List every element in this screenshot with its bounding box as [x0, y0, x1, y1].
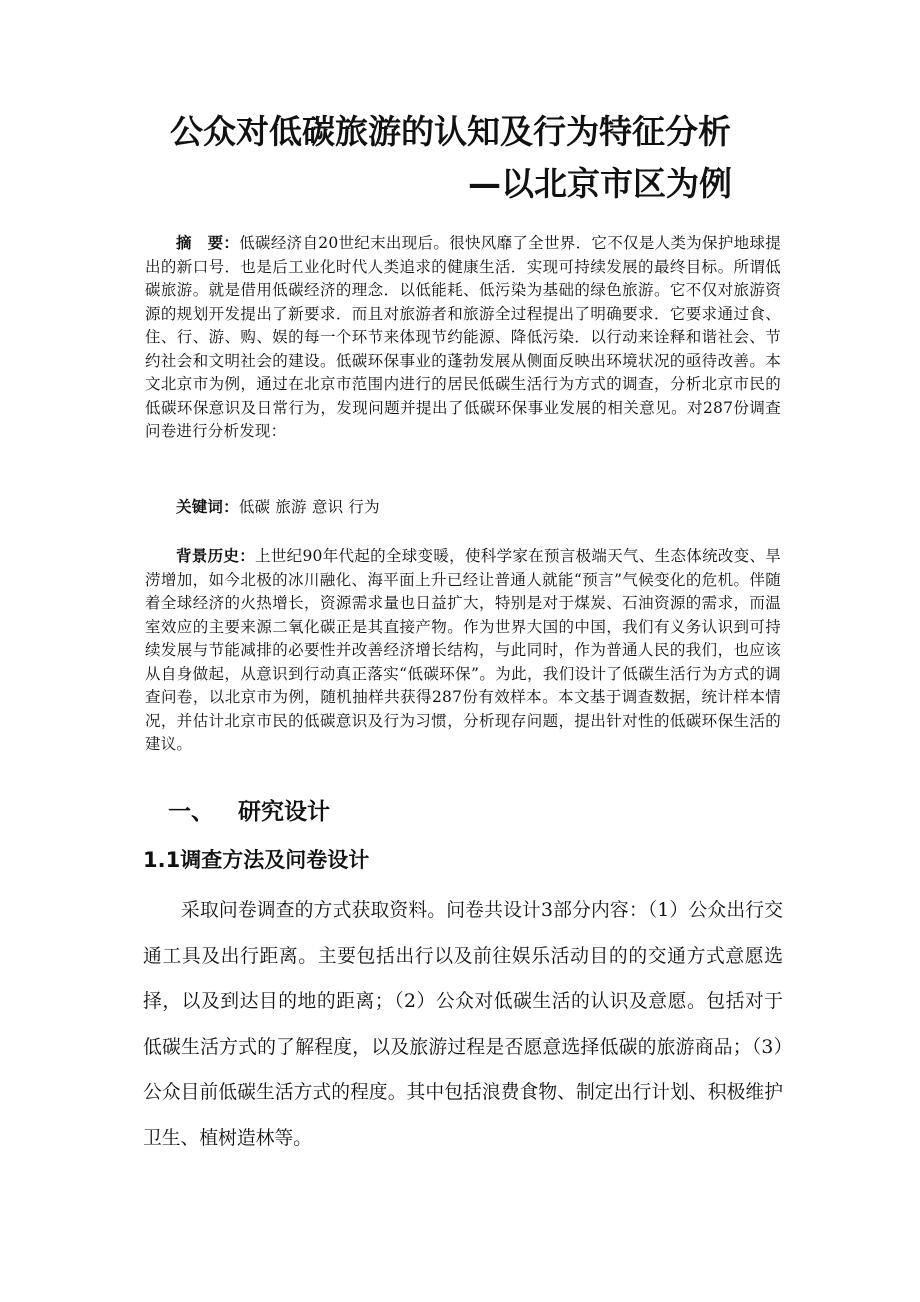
- subsection-heading: 1.1调查方法及问卷设计: [143, 848, 370, 872]
- keywords-text: 低碳 旅游 意识 行为: [238, 498, 380, 516]
- abstract-text: 低碳经济自20世纪末出现后。很快风靡了全世界．它不仅是人类为保护地球提出的新口号．也是后工业化时代人类追求的健康生活．实现可持续发展的最终目标。所谓低碳旅游。就是借用低碳经济的理念．以低能耗、低污染为基础的绿色旅游。它不仅对旅游资源的规划开发提出了新要求．而且对旅游者和旅游全过程提出了明确要求．它要求通过食、住、行、游、购、娱的每一个环节来体现节约能源、降低污染．以行动来诠释和谐社会、节约社会和文明社会的建设。低碳环保事业的蓬勃发展从侧面反映出环境状况的亟待改善。本文北京市为例，通过在北京市范围内进行的居民低碳生活行为方式的调查，分析北京市民的低碳环保意识及日常行为，发现问题并提出了低碳环保事业发展的相关意见。对287份调查问卷进行分析发现：: [145, 234, 781, 440]
- keywords-paragraph: [145, 496, 781, 520]
- document-title: 公众对低碳旅游的认知及行为特征分析: [170, 112, 731, 151]
- section-number: 一、: [168, 799, 214, 825]
- abstract-label: 摘 要：: [176, 234, 240, 252]
- abstract-paragraph: [145, 232, 781, 444]
- background-paragraph: [145, 545, 781, 757]
- section-heading: [168, 797, 330, 827]
- keywords-label: 关键词：: [176, 498, 239, 516]
- body-paragraph: 采取问卷调查的方式获取资料。问卷共设计3部分内容：（1）公众出行交通工具及出行距离。主要包括出行以及前往娱乐活动目的的交通方式意愿选择，以及到达目的地的距离；（2）公众对低碳生活的认识及意愿。包括对于低碳生活方式的了解程度，以及旅游过程是否愿意选择低碳的旅游商品；（3）公众目前低碳生活方式的程度。其中包括浪费食物、制定出行计划、积极维护卫生、植树造林等。: [143, 900, 783, 1149]
- background-text: 上世纪90年代起的全球变暖，使科学家在预言极端天气、生态体统改变、旱涝增加，如今北极的冰川融化、海平面上升已经让普通人就能“预言”气候变化的危机。伴随着全球经济的火热增长，资源需求量也日益扩大，特别是对于煤炭、石油资源的需求，而温室效应的主要来源二氧化碳正是其直接产物。作为世界大国的中国，我们有义务认识到可持续发展与节能减排的必要性并改善经济增长结构，与此同时，作为普通人民的我们，也应该从自身做起，从意识到行动真正落实“低碳环保”。为此，我们设计了低碳生活行为方式的调查问卷，以北京市为例，随机抽样共获得287份有效样本。本文基于调查数据，统计样本情况，并估计北京市民的低碳意识及行为习惯，分析现存问题，提出针对性的低碳环保生活的建议。: [145, 547, 781, 753]
- document-subtitle: —以北京市区为例: [468, 164, 732, 203]
- background-label: 背景历史：: [176, 547, 256, 565]
- section-title: 研究设计: [238, 799, 330, 825]
